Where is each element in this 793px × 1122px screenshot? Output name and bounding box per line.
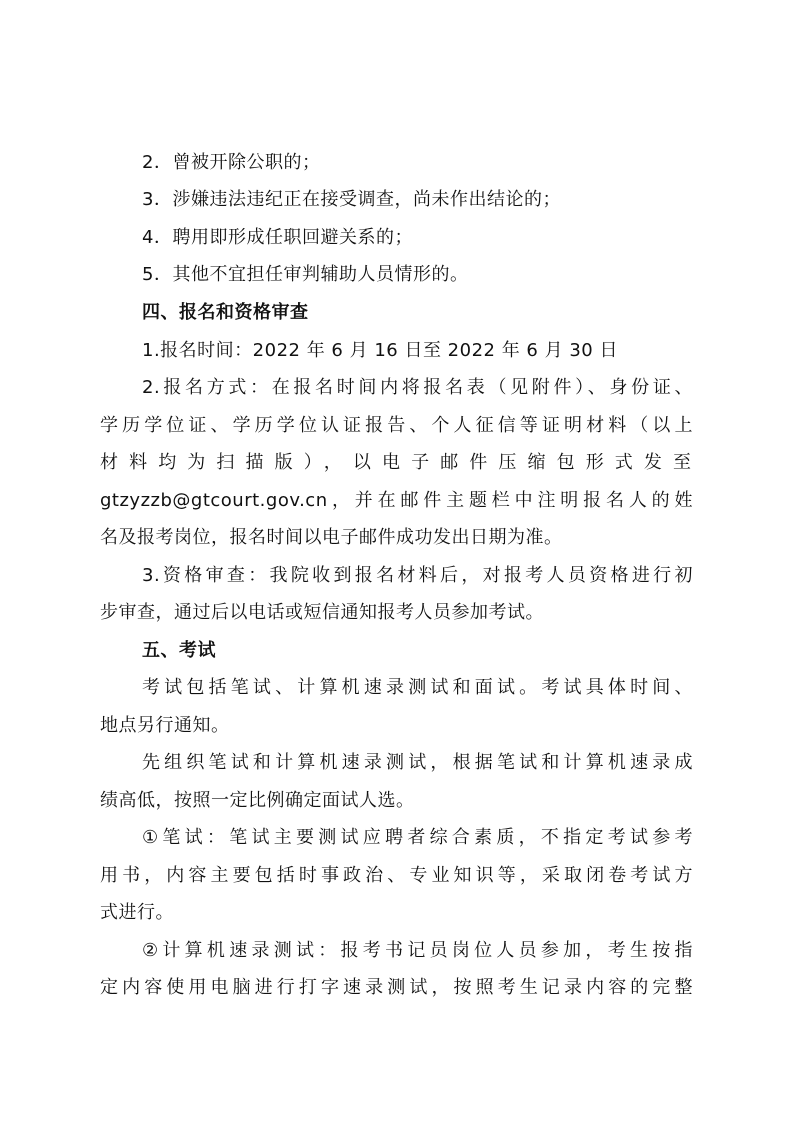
registration-method-line-1: 2.报名方式：在报名时间内将报名表（见附件）、身份证、 — [142, 377, 693, 398]
condition-3: 3．涉嫌违法违纪正在接受调查，尚未作出结论的； — [142, 189, 561, 210]
written-exam-line-2: 用书，内容主要包括时事政治、专业知识等，采取闭卷考试方 — [100, 865, 693, 886]
exam-order-line-1: 先组织笔试和计算机速录测试，根据笔试和计算机速录成 — [142, 752, 693, 773]
exam-order-line-2: 绩高低，按照一定比例确定面试人选。 — [100, 790, 415, 811]
typing-test-line-1: ②计算机速录测试：报考书记员岗位人员参加，考生按指 — [142, 940, 693, 961]
exam-intro-line-1: 考试包括笔试、计算机速录测试和面试。考试具体时间、 — [142, 677, 693, 698]
section-4-heading: 四、报名和资格审查 — [142, 302, 309, 323]
typing-test-line-2: 定内容使用电脑进行打字速录测试，按照考生记录内容的完整 — [100, 977, 693, 998]
written-exam-line-3: 式进行。 — [100, 902, 174, 923]
qualification-review-line-1: 3.资格审查：我院收到报名材料后，对报考人员资格进行初 — [142, 565, 693, 586]
written-exam-line-1: ①笔试：笔试主要测试应聘者综合素质，不指定考试参考 — [142, 827, 693, 848]
section-5-heading: 五、考试 — [142, 640, 216, 661]
exam-intro-line-2: 地点另行通知。 — [100, 715, 230, 736]
condition-2: 2．曾被开除公职的； — [142, 152, 321, 173]
condition-5: 5．其他不宜担任审判辅助人员情形的。 — [142, 264, 469, 285]
registration-method-line-5: 名及报考岗位，报名时间以电子邮件成功发出日期为准。 — [100, 527, 563, 548]
qualification-review-line-2: 步审查，通过后以电话或短信通知报考人员参加考试。 — [100, 602, 544, 623]
registration-method-line-4: gtzyzzb@gtcourt.gov.cn，并在邮件主题栏中注明报名人的姓 — [100, 490, 693, 511]
condition-4: 4．聘用即形成任职回避关系的； — [142, 227, 413, 248]
registration-method-line-2: 学历学位证、学历学位认证报告、个人征信等证明材料（以上 — [100, 415, 693, 436]
registration-time: 1.报名时间：2022 年 6 月 16 日至 2022 年 6 月 30 日 — [142, 340, 618, 361]
registration-method-line-3: 材料均为扫描版），以电子邮件压缩包形式发至 — [100, 452, 693, 473]
